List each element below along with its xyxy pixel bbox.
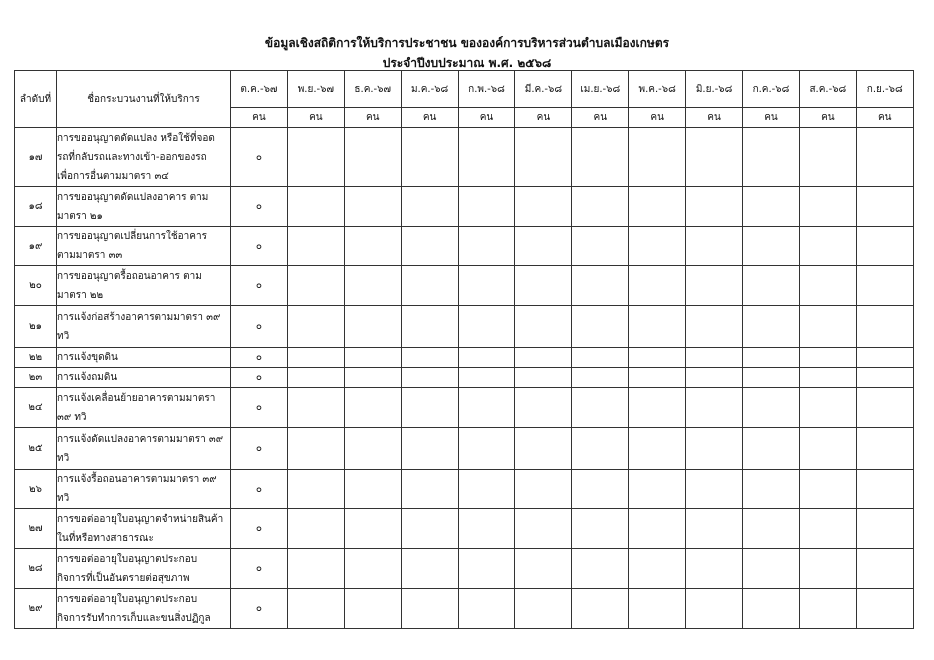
empty-count-cell (401, 549, 458, 589)
header-month: ธ.ค.-๖๗ (344, 71, 401, 108)
empty-count-cell (515, 509, 572, 549)
empty-count-cell (401, 266, 458, 306)
header-unit: คน (743, 108, 800, 128)
empty-count-cell (572, 388, 629, 428)
process-name (57, 306, 231, 348)
empty-count-cell (344, 509, 401, 549)
empty-count-cell (458, 266, 515, 306)
empty-count-cell (629, 428, 686, 470)
empty-count-cell (799, 306, 856, 348)
empty-count-cell (629, 549, 686, 589)
process-name-line: การแจ้งดัดแปลงอาคารตามมาตรา ๓๙ (57, 433, 224, 445)
empty-count-cell (344, 549, 401, 589)
empty-count-cell (856, 227, 913, 266)
process-name-line: รถที่กลับรถและทางเข้า-ออกของรถ (57, 151, 207, 163)
table-row (15, 306, 914, 348)
empty-count-cell (344, 128, 401, 187)
empty-count-cell (743, 266, 800, 306)
header-process-name: ชื่อกระบวนงานที่ให้บริการ (57, 71, 231, 128)
empty-count-cell (686, 227, 743, 266)
empty-count-cell (515, 128, 572, 187)
table-body (15, 128, 914, 629)
empty-count-cell (572, 549, 629, 589)
header-month: มิ.ย.-๖๘ (686, 71, 743, 108)
empty-count-cell (856, 266, 913, 306)
process-name (57, 388, 231, 428)
header-month: พ.ค.-๖๘ (629, 71, 686, 108)
empty-count-cell (458, 368, 515, 388)
empty-count-cell (743, 470, 800, 509)
empty-count-cell (344, 470, 401, 509)
empty-count-cell (287, 589, 344, 629)
row-number: ๒๖ (15, 470, 57, 509)
document-title: ข้อมูลเชิงสถิติการให้บริการประชาชน ขององค์การบริหารส่วนตำบลเมืองเกษตร (264, 36, 670, 50)
empty-count-cell (344, 187, 401, 227)
empty-count-cell (686, 428, 743, 470)
empty-count-cell (799, 266, 856, 306)
header-month: มี.ค.-๖๘ (515, 71, 572, 108)
empty-count-cell (287, 128, 344, 187)
empty-count-cell (799, 549, 856, 589)
empty-count-cell (629, 348, 686, 368)
header-month: ก.ค.-๖๘ (743, 71, 800, 108)
header-month: ม.ค.-๖๘ (401, 71, 458, 108)
empty-count-cell (743, 589, 800, 629)
header-unit: คน (401, 108, 458, 128)
empty-count-cell (686, 306, 743, 348)
empty-count-cell (799, 388, 856, 428)
empty-count-cell (515, 549, 572, 589)
count-cell: ๐ (231, 266, 288, 306)
empty-count-cell (287, 187, 344, 227)
process-name-line: การแจ้งขุดดิน (57, 352, 118, 363)
count-cell: ๐ (231, 509, 288, 549)
process-name-line: การแจ้งถมดิน (57, 372, 118, 383)
table-row (15, 549, 914, 589)
header-month: ส.ค.-๖๘ (799, 71, 856, 108)
process-name (57, 128, 231, 187)
empty-count-cell (629, 589, 686, 629)
process-name (57, 549, 231, 589)
process-name (57, 470, 231, 509)
empty-count-cell (572, 128, 629, 187)
empty-count-cell (401, 470, 458, 509)
empty-count-cell (856, 470, 913, 509)
empty-count-cell (344, 306, 401, 348)
empty-count-cell (572, 470, 629, 509)
empty-count-cell (287, 368, 344, 388)
empty-count-cell (799, 509, 856, 549)
process-name-line: มาตรา ๒๑ (57, 210, 103, 222)
process-name (57, 428, 231, 470)
count-cell: ๐ (231, 388, 288, 428)
process-name-line: ตามมาตรา ๓๓ (57, 250, 123, 261)
process-name-line: การแจ้งเคลื่อนย้ายอาคารตามมาตรา (57, 392, 216, 404)
empty-count-cell (458, 306, 515, 348)
count-cell: ๐ (231, 368, 288, 388)
header-unit: คน (231, 108, 288, 128)
empty-count-cell (686, 348, 743, 368)
empty-count-cell (686, 388, 743, 428)
empty-count-cell (743, 549, 800, 589)
empty-count-cell (458, 470, 515, 509)
empty-count-cell (515, 428, 572, 470)
process-name (57, 589, 231, 629)
row-number: ๒๘ (15, 549, 57, 589)
empty-count-cell (629, 470, 686, 509)
process-name-line: การแจ้งรื้อถอนอาคารตามมาตรา ๓๙ ทวิ (57, 474, 217, 504)
empty-count-cell (458, 227, 515, 266)
empty-count-cell (686, 128, 743, 187)
empty-count-cell (799, 227, 856, 266)
empty-count-cell (686, 589, 743, 629)
process-name (57, 187, 231, 227)
empty-count-cell (344, 589, 401, 629)
empty-count-cell (743, 388, 800, 428)
process-name-line: กิจการที่เป็นอันตรายต่อสุขภาพ (57, 572, 190, 584)
table-row (15, 589, 914, 629)
header-unit: คน (856, 108, 913, 128)
empty-count-cell (458, 549, 515, 589)
process-name-line: ทวิ (57, 330, 70, 342)
service-statistics-table (14, 70, 914, 629)
process-name-line: ในที่หรือทางสาธารณะ (57, 532, 154, 544)
empty-count-cell (401, 509, 458, 549)
empty-count-cell (686, 470, 743, 509)
empty-count-cell (344, 227, 401, 266)
empty-count-cell (743, 227, 800, 266)
empty-count-cell (401, 388, 458, 428)
empty-count-cell (629, 266, 686, 306)
empty-count-cell (629, 187, 686, 227)
empty-count-cell (572, 306, 629, 348)
count-cell: ๐ (231, 227, 288, 266)
empty-count-cell (344, 348, 401, 368)
header-unit: คน (799, 108, 856, 128)
empty-count-cell (799, 348, 856, 368)
empty-count-cell (686, 368, 743, 388)
empty-count-cell (799, 589, 856, 629)
row-number: ๒๑ (15, 306, 57, 348)
process-name-line: การขออนุญาตดัดแปลงอาคาร ตาม (57, 191, 209, 203)
table-row (15, 128, 914, 187)
count-cell: ๐ (231, 187, 288, 227)
empty-count-cell (572, 428, 629, 470)
header-row-months (15, 71, 914, 108)
empty-count-cell (344, 388, 401, 428)
empty-count-cell (572, 227, 629, 266)
header-unit: คน (572, 108, 629, 128)
empty-count-cell (287, 266, 344, 306)
empty-count-cell (515, 368, 572, 388)
process-name-line: การขออนุญาตดัดแปลง หรือใช้ที่จอด (57, 132, 215, 144)
empty-count-cell (344, 428, 401, 470)
empty-count-cell (629, 388, 686, 428)
count-cell: ๐ (231, 128, 288, 187)
empty-count-cell (629, 368, 686, 388)
empty-count-cell (572, 266, 629, 306)
empty-count-cell (287, 227, 344, 266)
row-number: ๒๔ (15, 388, 57, 428)
empty-count-cell (515, 470, 572, 509)
empty-count-cell (515, 227, 572, 266)
row-number: ๒๒ (15, 348, 57, 368)
count-cell: ๐ (231, 428, 288, 470)
process-name-line: กิจการรับทำการเก็บและขนสิ่งปฏิกูล (57, 612, 211, 624)
row-number: ๒๕ (15, 428, 57, 470)
empty-count-cell (515, 348, 572, 368)
empty-count-cell (572, 348, 629, 368)
row-number: ๒๗ (15, 509, 57, 549)
empty-count-cell (743, 187, 800, 227)
table-row (15, 187, 914, 227)
empty-count-cell (287, 470, 344, 509)
table-row (15, 428, 914, 470)
row-number: ๑๙ (15, 227, 57, 266)
header-unit: คน (629, 108, 686, 128)
table-row (15, 227, 914, 266)
empty-count-cell (629, 128, 686, 187)
empty-count-cell (572, 509, 629, 549)
empty-count-cell (458, 128, 515, 187)
empty-count-cell (287, 306, 344, 348)
empty-count-cell (458, 388, 515, 428)
count-cell: ๐ (231, 589, 288, 629)
empty-count-cell (458, 348, 515, 368)
table-row (15, 509, 914, 549)
empty-count-cell (629, 306, 686, 348)
process-name-line: ๓๙ ทวิ (57, 411, 87, 423)
document-subtitle: ประจำปีงบประมาณ พ.ศ. ๒๕๖๘ (382, 56, 552, 70)
header-unit: คน (686, 108, 743, 128)
empty-count-cell (287, 388, 344, 428)
empty-count-cell (743, 128, 800, 187)
header-unit: คน (344, 108, 401, 128)
table-row (15, 388, 914, 428)
header-no: ลำดับที่ (15, 71, 57, 128)
row-number: ๒๓ (15, 368, 57, 388)
empty-count-cell (799, 470, 856, 509)
empty-count-cell (856, 549, 913, 589)
process-name-line: ทวิ (57, 452, 70, 464)
table-row (15, 368, 914, 388)
empty-count-cell (856, 589, 913, 629)
empty-count-cell (856, 368, 913, 388)
header-month: ก.ย.-๖๘ (856, 71, 913, 108)
process-name (57, 368, 231, 388)
empty-count-cell (344, 266, 401, 306)
empty-count-cell (515, 266, 572, 306)
empty-count-cell (401, 428, 458, 470)
empty-count-cell (629, 509, 686, 549)
empty-count-cell (287, 509, 344, 549)
empty-count-cell (515, 306, 572, 348)
empty-count-cell (629, 227, 686, 266)
header-unit: คน (515, 108, 572, 128)
empty-count-cell (856, 509, 913, 549)
process-name-line: การขอต่ออายุใบอนุญาตประกอบ (57, 593, 198, 605)
empty-count-cell (799, 187, 856, 227)
count-cell: ๐ (231, 549, 288, 589)
process-name (57, 227, 231, 266)
empty-count-cell (856, 187, 913, 227)
empty-count-cell (686, 509, 743, 549)
empty-count-cell (458, 509, 515, 549)
empty-count-cell (743, 509, 800, 549)
empty-count-cell (686, 187, 743, 227)
empty-count-cell (287, 348, 344, 368)
process-name-line: การขออนุญาตเปลี่ยนการใช้อาคาร (57, 231, 207, 242)
empty-count-cell (401, 348, 458, 368)
empty-count-cell (458, 589, 515, 629)
empty-count-cell (799, 128, 856, 187)
empty-count-cell (287, 549, 344, 589)
empty-count-cell (572, 187, 629, 227)
empty-count-cell (515, 589, 572, 629)
empty-count-cell (287, 428, 344, 470)
header-unit: คน (287, 108, 344, 128)
empty-count-cell (515, 388, 572, 428)
count-cell: ๐ (231, 348, 288, 368)
process-name-line: เพื่อการอื่นตามมาตรา ๓๔ (57, 170, 169, 182)
row-number: ๑๘ (15, 187, 57, 227)
process-name-line: การขอต่ออายุใบอนุญาตจำหน่ายสินค้า (57, 513, 224, 525)
empty-count-cell (401, 589, 458, 629)
empty-count-cell (743, 306, 800, 348)
process-name (57, 348, 231, 368)
empty-count-cell (856, 128, 913, 187)
process-name-line: การแจ้งก่อสร้างอาคารตามมาตรา ๓๙ (57, 311, 221, 323)
empty-count-cell (401, 187, 458, 227)
table-row (15, 266, 914, 306)
empty-count-cell (743, 368, 800, 388)
process-name-line: การขอต่ออายุใบอนุญาตประกอบ (57, 553, 198, 565)
empty-count-cell (401, 306, 458, 348)
empty-count-cell (799, 428, 856, 470)
header-month: พ.ย.-๖๗ (287, 71, 344, 108)
empty-count-cell (743, 348, 800, 368)
empty-count-cell (401, 128, 458, 187)
header-unit: คน (458, 108, 515, 128)
row-number: ๑๗ (15, 128, 57, 187)
header-month: ก.พ.-๖๘ (458, 71, 515, 108)
process-name (57, 509, 231, 549)
process-name-line: มาตรา ๒๒ (57, 289, 104, 301)
row-number: ๒๙ (15, 589, 57, 629)
empty-count-cell (401, 368, 458, 388)
table-row (15, 348, 914, 368)
process-name-line: การขออนุญาตรื้อถอนอาคาร ตาม (57, 270, 202, 282)
empty-count-cell (458, 187, 515, 227)
empty-count-cell (799, 368, 856, 388)
empty-count-cell (686, 549, 743, 589)
empty-count-cell (515, 187, 572, 227)
empty-count-cell (856, 348, 913, 368)
count-cell: ๐ (231, 470, 288, 509)
count-cell: ๐ (231, 306, 288, 348)
empty-count-cell (344, 368, 401, 388)
process-name (57, 266, 231, 306)
empty-count-cell (458, 428, 515, 470)
header-month: เม.ย.-๖๘ (572, 71, 629, 108)
empty-count-cell (572, 368, 629, 388)
table-row (15, 470, 914, 509)
row-number: ๒๐ (15, 266, 57, 306)
empty-count-cell (686, 266, 743, 306)
header-month: ต.ค.-๖๗ (231, 71, 288, 108)
empty-count-cell (572, 589, 629, 629)
empty-count-cell (401, 227, 458, 266)
empty-count-cell (856, 388, 913, 428)
empty-count-cell (856, 428, 913, 470)
empty-count-cell (856, 306, 913, 348)
empty-count-cell (743, 428, 800, 470)
